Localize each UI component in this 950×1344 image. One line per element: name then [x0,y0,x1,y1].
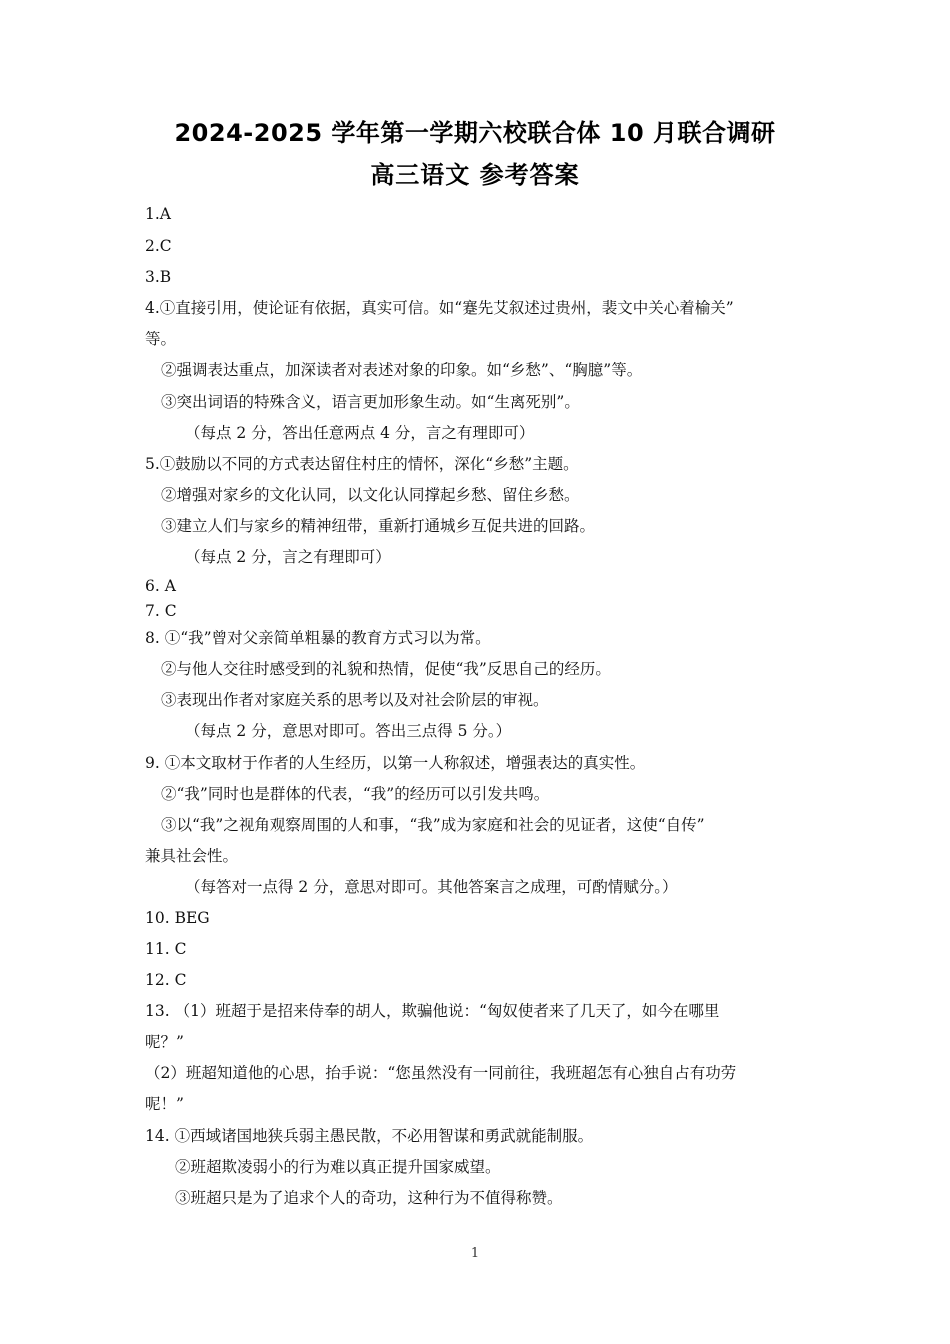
answer-5-point-2: ②增强对家乡的文化认同，以文化认同撑起乡愁、留住乡愁。 [161,486,580,504]
answer-4-point-2: ②强调表达重点，加深读者对表述对象的印象。如“乡愁”、“胸臆”等。 [161,361,643,379]
answer-9-point-3-continued: 兼具社会性。 [145,847,239,865]
answer-8-scoring-note: （每点 2 分，意思对即可。答出三点得 5 分。） [185,722,512,740]
answer-14-point-1: 14. ①西域诸国地狭兵弱主愚民散，不必用智谋和勇武就能制服。 [145,1127,594,1145]
answer-13-part-2-continued: 呢！” [145,1095,184,1113]
answer-1: 1.A [145,205,171,223]
answer-5-point-3: ③建立人们与家乡的精神纽带，重新打通城乡互促共进的回路。 [161,517,596,535]
answer-13-part-1-continued: 呢？” [145,1033,184,1051]
page-number: 1 [470,1246,480,1261]
answer-7: 7. C [145,602,177,620]
answer-3: 3.B [145,268,172,286]
answer-5-scoring-note: （每点 2 分，言之有理即可） [185,548,391,566]
answer-5-point-1: 5.①鼓励以不同的方式表达留住村庄的情怀，深化“乡愁”主题。 [145,455,579,473]
answer-13-part-1: 13. （1）班超于是招来侍奉的胡人，欺骗他说：“匈奴使者来了几天了，如今在哪里 [145,1002,720,1020]
answer-9-point-1: 9. ①本文取材于作者的人生经历，以第一人称叙述，增强表达的真实性。 [145,754,646,772]
answer-9-point-2: ②“我”同时也是群体的代表，“我”的经历可以引发共鸣。 [161,785,550,803]
answer-8-point-2: ②与他人交往时感受到的礼貌和热情，促使“我”反思自己的经历。 [161,660,611,678]
answer-11: 11. C [145,940,187,958]
answer-8-point-1: 8. ①“我”曾对父亲简单粗暴的教育方式习以为常。 [145,629,491,647]
answer-4-scoring-note: （每点 2 分，答出任意两点 4 分，言之有理即可） [185,424,535,442]
answer-2: 2.C [145,237,172,255]
answer-6: 6. A [145,577,176,595]
document-title: 2024-2025 学年第一学期六校联合体 10 月联合调研 [174,119,776,147]
answer-9-scoring-note: （每答对一点得 2 分，意思对即可。其他答案言之成理，可酌情赋分。） [185,878,678,896]
answer-4-point-1: 4.①直接引用，使论证有依据，真实可信。如“蹇先艾叙述过贵州，裴文中关心着榆关” [145,299,734,317]
answer-4-point-3: ③突出词语的特殊含义，语言更加形象生动。如“生离死别”。 [161,393,580,411]
answer-4-point-1-continued: 等。 [145,330,177,348]
answer-10: 10. BEG [145,909,210,927]
answer-14-point-3: ③班超只是为了追求个人的奇功，这种行为不值得称赞。 [175,1189,563,1207]
answer-8-point-3: ③表现出作者对家庭关系的思考以及对社会阶层的审视。 [161,691,549,709]
answer-14-point-2: ②班超欺凌弱小的行为难以真正提升国家威望。 [175,1158,501,1176]
answer-13-part-2: （2）班超知道他的心思，抬手说：“您虽然没有一同前往，我班超怎有心独自占有功劳 [145,1064,737,1082]
answer-12: 12. C [145,971,187,989]
answer-9-point-3: ③以“我”之视角观察周围的人和事，“我”成为家庭和社会的见证者，这使“自传” [161,816,705,834]
document-subtitle: 高三语文 参考答案 [370,161,580,189]
